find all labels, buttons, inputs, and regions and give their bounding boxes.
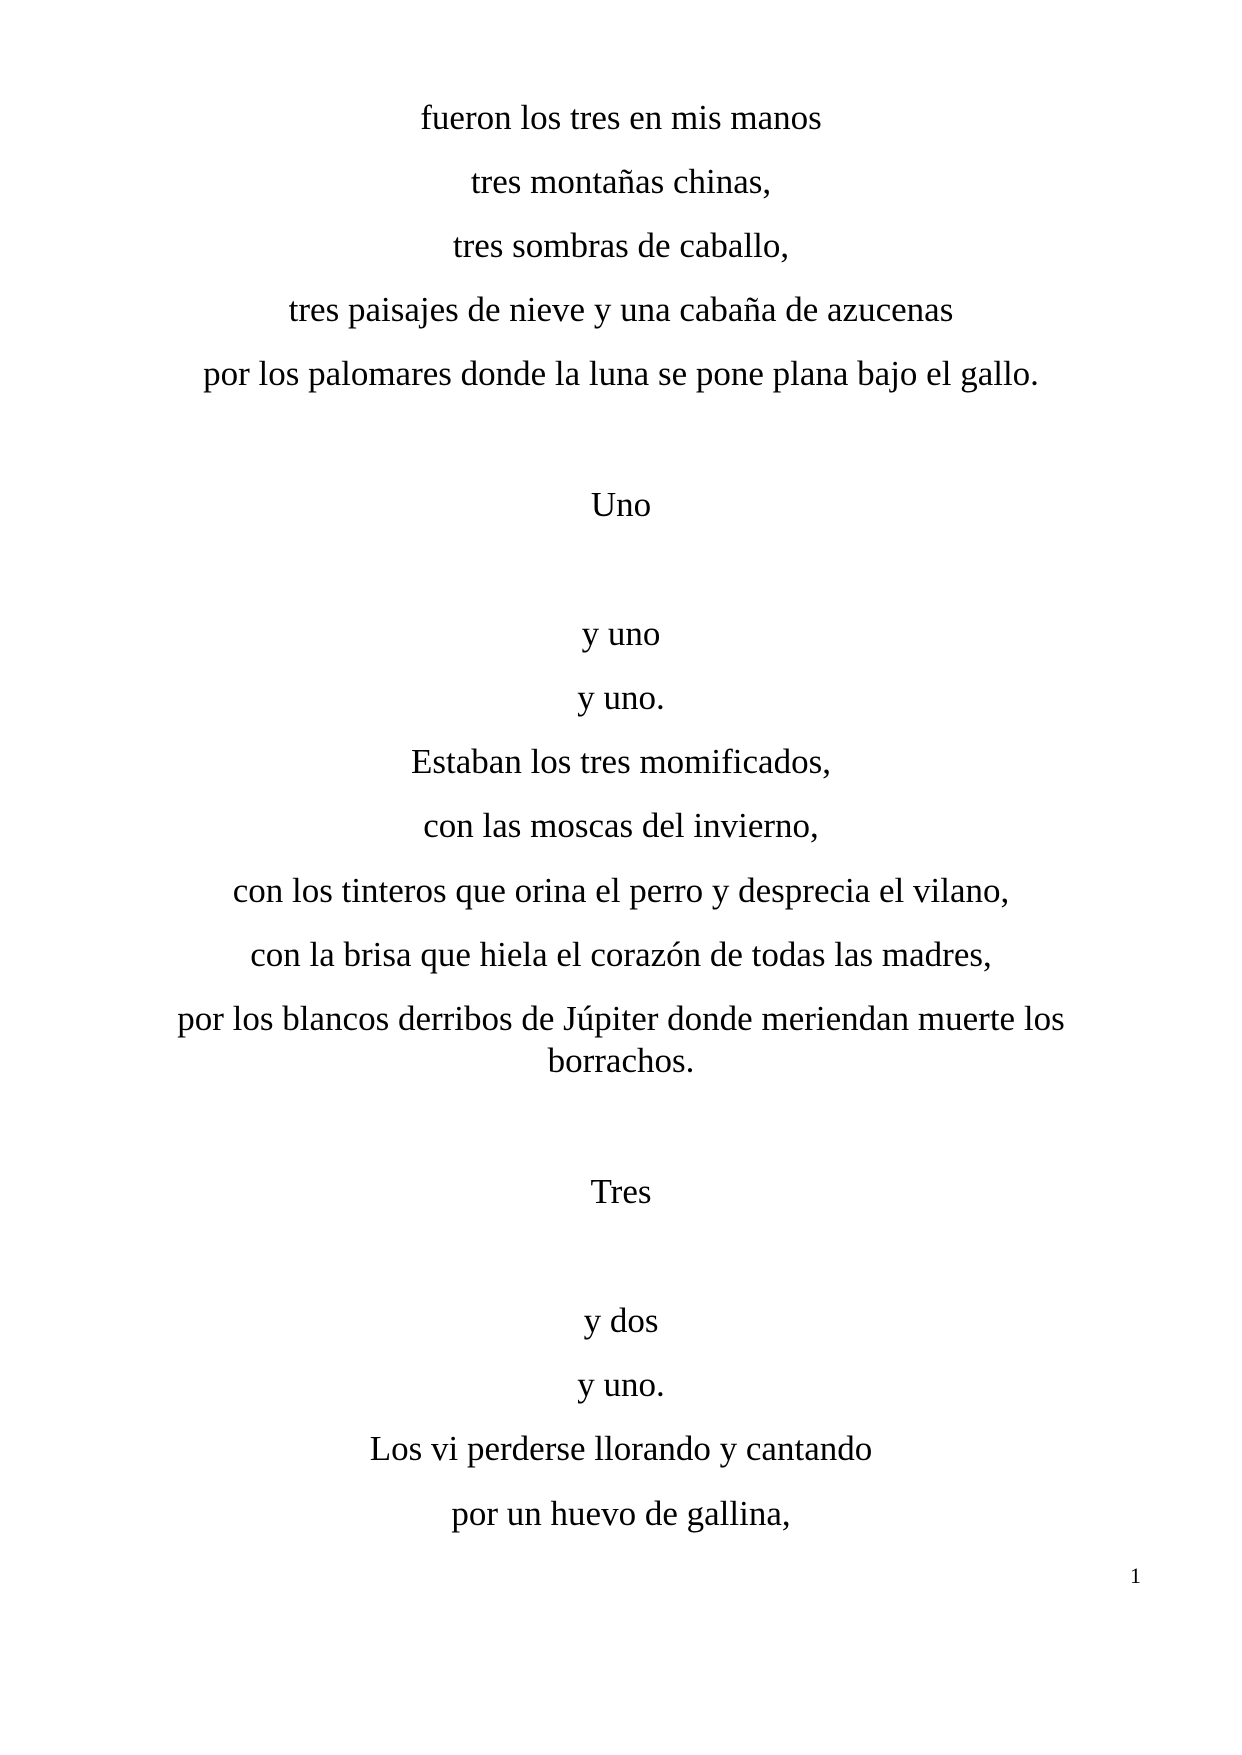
poem-line: y uno (581, 614, 661, 653)
poem-line: Estaban los tres momificados, (411, 742, 831, 781)
poem-line: y dos (583, 1301, 659, 1340)
poem-line: tres sombras de caballo, (452, 226, 790, 265)
poem-line: por los palomares donde la luna se pone plana bajo el gallo. (203, 354, 1039, 393)
section-heading: Tres (590, 1172, 652, 1211)
poem-line: y uno. (577, 678, 665, 717)
poem-line: fueron los tres en mis manos (420, 98, 822, 137)
poem-line: tres montañas chinas, (470, 162, 772, 201)
section-heading: Uno (590, 485, 652, 524)
poem-line: con los tinteros que orina el perro y desprecia el vilano, (232, 871, 1010, 910)
poem-line: por los blancos derribos de Júpiter donde meriendan muerte los borrachos. (177, 999, 1065, 1080)
poem-line: con las moscas del invierno, (423, 806, 819, 845)
poem-line: Los vi perderse llorando y cantando (369, 1429, 873, 1468)
poem-line: y uno. (577, 1365, 665, 1404)
poem-line: tres paisajes de nieve y una cabaña de azucenas (288, 290, 954, 329)
poem-line: por un huevo de gallina, (451, 1494, 791, 1533)
page-number: 1 (1130, 1563, 1141, 1588)
poem-line: con la brisa que hiela el corazón de todas las madres, (250, 935, 992, 974)
